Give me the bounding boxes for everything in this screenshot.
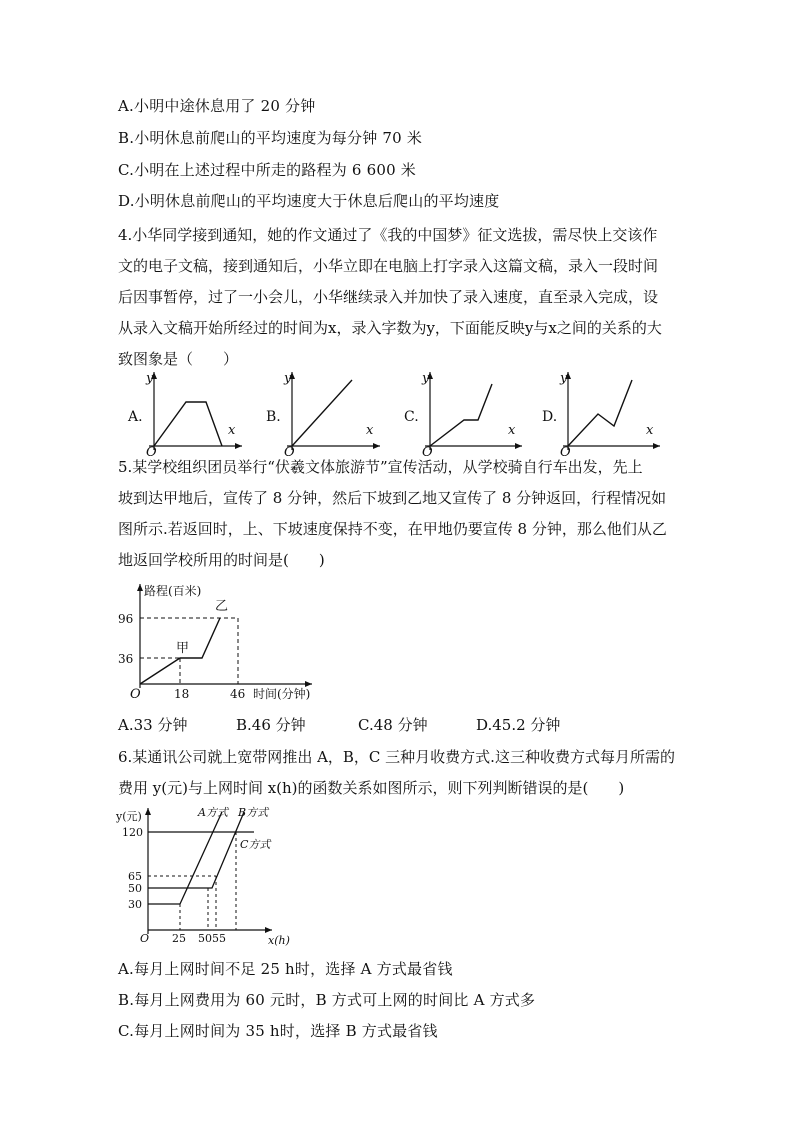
q4-graph-c-label: C. — [404, 409, 419, 425]
q6-label-b: B方式 — [238, 806, 269, 819]
q4-graph-c-xlabel: x — [508, 423, 516, 438]
q6-text — [118, 742, 696, 804]
q6-option-b: B.每月上网费用为 60 元时，B 方式可上网的时间比 A 方式多 — [118, 991, 536, 1009]
q5-option-d: D.45.2 分钟 — [476, 716, 561, 734]
q5-y-tick: 36 — [118, 652, 134, 666]
q4-graph-d-origin: O — [560, 445, 571, 456]
q4-line: 致图象是（ ） — [118, 350, 239, 368]
q6-label-a: A方式 — [198, 806, 228, 819]
q5-line: 5.某学校组织团员举行“伏羲文体旅游节”宣传活动，从学校骑自行车出发，先上 — [118, 458, 643, 476]
q5-option-b: B.46 分钟 — [236, 716, 306, 734]
q6-option-a: A.每月上网时间不足 25 h时，选择 A 方式最省钱 — [118, 960, 453, 978]
q4-graph-d — [538, 366, 663, 456]
q6-x-axis-label: x(h) — [268, 934, 290, 947]
q4-graph-b — [262, 366, 382, 456]
q4-graph-a — [124, 366, 244, 456]
q4-graph-a-origin: O — [146, 445, 157, 456]
q6-y-tick: 120 — [122, 826, 143, 839]
q5-line: 地返回学校所用的时间是( ) — [118, 551, 325, 569]
q5-x-tick: 18 — [174, 687, 190, 701]
q6-origin: O — [140, 932, 150, 945]
q3-option-d: D.小明休息前爬山的平均速度大于休息后爬山的平均速度 — [118, 192, 500, 210]
q5-distance-time-graph — [112, 578, 342, 708]
q4-graph-c-ylabel: y — [422, 371, 430, 386]
q6-x-tick: 25 — [172, 932, 186, 945]
q5-x-axis-label: 时间(分钟) — [253, 687, 311, 701]
q6-y-tick: 65 — [128, 870, 142, 883]
q4-graph-b-label: B. — [266, 409, 281, 425]
q6-y-axis-label: y(元) — [116, 810, 142, 823]
q5-point-jia: 甲 — [176, 641, 190, 656]
q5-option-a: A.33 分钟 — [118, 716, 188, 734]
q5-line: 图所示.若返回时，上、下坡速度保持不变，在甲地仍要宣传 8 分钟，那么他们从乙 — [118, 520, 667, 538]
q6-line: 费用 y(元)与上网时间 x(h)的函数关系如图所示，则下列判断错误的是( ) — [118, 779, 625, 797]
q5-option-c: C.48 分钟 — [358, 716, 428, 734]
q4-graph-a-ylabel: y — [146, 371, 154, 386]
q3-option-a: A.小明中途休息用了 20 分钟 — [118, 97, 316, 115]
q5-x-tick: 46 — [230, 687, 246, 701]
q4-graph-a-xlabel: x — [228, 423, 236, 438]
q6-line: 6.某通讯公司就上宽带网推出 A，B，C 三种月收费方式.这三种收费方式每月所需的 — [118, 748, 675, 766]
q5-text — [118, 452, 696, 576]
q4-line: 从录入文稿开始所经过的时间为x，录入字数为y，下面能反映y与x之间的关系的大 — [118, 319, 662, 337]
q4-graph-d-xlabel: x — [646, 423, 654, 438]
q4-graph-a-label: A. — [128, 409, 143, 425]
q5-y-axis-label: 路程(百米) — [144, 584, 202, 598]
q5-line: 坡到达甲地后，宣传了 8 分钟，然后下坡到乙地又宣传了 8 分钟返回，行程情况如 — [118, 489, 667, 507]
q6-label-c: C方式 — [240, 838, 271, 851]
q6-y-tick: 30 — [128, 898, 142, 911]
q4-graph-c — [400, 366, 525, 456]
q5-point-yi: 乙 — [215, 599, 229, 614]
q4-line: 文的电子文稿，接到通知后，小华立即在电脑上打字录入这篇文稿，录入一段时间 — [118, 257, 659, 275]
q4-graph-b-ylabel: y — [284, 371, 292, 386]
q4-line: 4.小华同学接到通知，她的作文通过了《我的中国梦》征文选拔，需尽快上交该作 — [118, 226, 658, 244]
q4-graph-d-label: D. — [542, 409, 558, 425]
q6-option-c: C.每月上网时间为 35 h时，选择 B 方式最省钱 — [118, 1022, 438, 1040]
q4-graph-b-xlabel: x — [366, 423, 374, 438]
q3-option-b: B.小明休息前爬山的平均速度为每分钟 70 米 — [118, 129, 423, 147]
q3-option-c: C.小明在上述过程中所走的路程为 6 600 米 — [118, 161, 416, 179]
q5-origin: O — [130, 687, 141, 702]
q4-graph-d-ylabel: y — [560, 371, 568, 386]
q6-x-tick: 5055 — [198, 932, 226, 945]
q5-y-tick: 96 — [118, 612, 134, 626]
q5-options — [118, 714, 560, 735]
q4-graph-c-origin: O — [422, 445, 433, 456]
q6-y-tick: 50 — [128, 882, 142, 895]
q6-fee-graph — [112, 800, 292, 950]
q4-text — [118, 220, 696, 375]
q4-line: 后因事暂停，过了一小会儿，小华继续录入并加快了录入速度，直至录入完成，设 — [118, 288, 659, 306]
q4-graph-b-origin: O — [284, 445, 295, 456]
